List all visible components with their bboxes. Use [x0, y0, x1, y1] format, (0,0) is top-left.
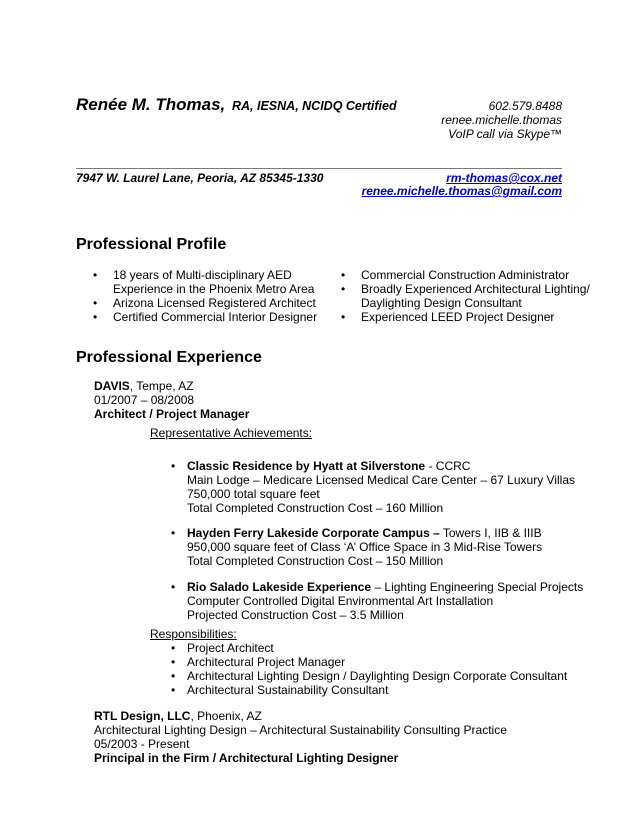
- job-location: , Phoenix, AZ: [190, 709, 262, 723]
- profile-item-line: Experienced LEED Project Designer: [361, 310, 555, 324]
- profile-item-line: Commercial Construction Administrator: [361, 268, 570, 282]
- job-dates: 05/2003 - Present: [94, 737, 190, 751]
- job-dates: 01/2007 – 08/2008: [94, 393, 195, 407]
- profile-item-line: Experience in the Phoenix Metro Area: [113, 282, 315, 296]
- project-item: [171, 526, 542, 568]
- profile-list-right: [341, 268, 601, 324]
- responsibility-item: • Architectural Sustainability Consultant: [171, 683, 567, 697]
- project-name: Rio Salado Lakeside Experience: [187, 580, 372, 594]
- profile-item-line: Arizona Licensed Registered Architect: [113, 296, 316, 310]
- project-detail: Main Lodge – Medicare Licensed Medical Care Center – 67 Luxury Villas: [187, 473, 575, 487]
- project-suffix: - CCRC: [425, 459, 471, 473]
- job-role: Architect / Project Manager: [94, 407, 250, 421]
- mailing-address: 7947 W. Laurel Lane, Peoria, AZ 85345-1330: [76, 171, 324, 185]
- project-item: [171, 580, 583, 622]
- project-title-line: [187, 526, 542, 540]
- job-firm-line: [94, 379, 249, 393]
- profile-item: [341, 310, 601, 324]
- responsibility-item: • Architectural Project Manager: [171, 655, 567, 669]
- responsibilities-list: [171, 641, 567, 697]
- project-name: Classic Residence by Hyatt at Silverstone: [187, 459, 426, 473]
- bullet-icon: •: [171, 459, 176, 473]
- project-suffix: – Lighting Engineering Special Projects: [371, 580, 584, 594]
- credentials: RA, IESNA, NCIDQ Certified: [232, 99, 397, 113]
- project-detail: 750,000 total square feet: [187, 487, 320, 501]
- project-suffix: Towers I, IIB & IIIB: [439, 526, 542, 540]
- profile-item: [341, 268, 601, 282]
- project-item: [171, 459, 575, 515]
- project-title-line: [187, 580, 583, 594]
- bullet-icon: •: [171, 526, 176, 540]
- section-title-experience: Professional Experience: [76, 349, 262, 366]
- job-rtl-header: [94, 709, 507, 765]
- name-text: Renée M. Thomas,: [76, 95, 226, 114]
- achievements-label: Representative Achievements:: [150, 426, 313, 440]
- job-davis-header: [94, 379, 249, 421]
- phone-number: 602.579.8488: [488, 99, 562, 113]
- profile-item: [93, 296, 333, 310]
- profile-item-line: Certified Commercial Interior Designer: [113, 310, 318, 324]
- project-detail: Computer Controlled Digital Environmental Art Installation: [187, 594, 494, 608]
- email-link-2[interactable]: renee.michelle.thomas@gmail.com: [361, 184, 562, 198]
- profile-item-line: 18 years of Multi-disciplinary AED: [113, 268, 292, 282]
- profile-item-line: Broadly Experienced Architectural Lighting/: [361, 282, 590, 296]
- job-practice: Architectural Lighting Design – Architectural Sustainability Consulting Practice: [94, 723, 507, 737]
- job-firm-line: [94, 709, 507, 723]
- profile-item-line: Daylighting Design Consultant: [361, 296, 522, 310]
- responsibility-item: • Project Architect: [171, 641, 567, 655]
- resume-name: [76, 95, 397, 115]
- project-detail: Projected Construction Cost – 3.5 Million: [187, 608, 404, 622]
- profile-item: [93, 268, 333, 296]
- profile-item: [341, 282, 601, 310]
- project-detail: 950,000 square feet of Class ‘A’ Office Space in 3 Mid-Rise Towers: [187, 540, 543, 554]
- job-role: Principal in the Firm / Architectural Lighting Designer: [94, 751, 399, 765]
- bullet-icon: •: [171, 580, 176, 594]
- profile-item: [93, 310, 333, 324]
- job-location: , Tempe, AZ: [129, 379, 194, 393]
- skype-handle: renee.michelle.thomas: [441, 113, 562, 127]
- project-title-line: [187, 459, 575, 473]
- header-divider: [76, 168, 562, 169]
- skype-note: VoIP call via Skype™: [448, 127, 562, 141]
- responsibility-item: • Architectural Lighting Design / Daylighting Design Corporate Consultant: [171, 669, 567, 683]
- profile-list-left: [93, 268, 333, 324]
- job-firm: RTL Design, LLC: [94, 709, 191, 723]
- section-title-profile: Professional Profile: [76, 236, 227, 253]
- project-detail: Total Completed Construction Cost – 150 Million: [187, 554, 444, 568]
- project-detail: Total Completed Construction Cost – 160 Million: [187, 501, 444, 515]
- job-firm: DAVIS: [94, 379, 130, 393]
- responsibilities-label: Responsibilities:: [150, 627, 237, 641]
- email-link-1[interactable]: rm-thomas@cox.net: [446, 171, 562, 185]
- project-name: Hayden Ferry Lakeside Corporate Campus –: [187, 526, 440, 540]
